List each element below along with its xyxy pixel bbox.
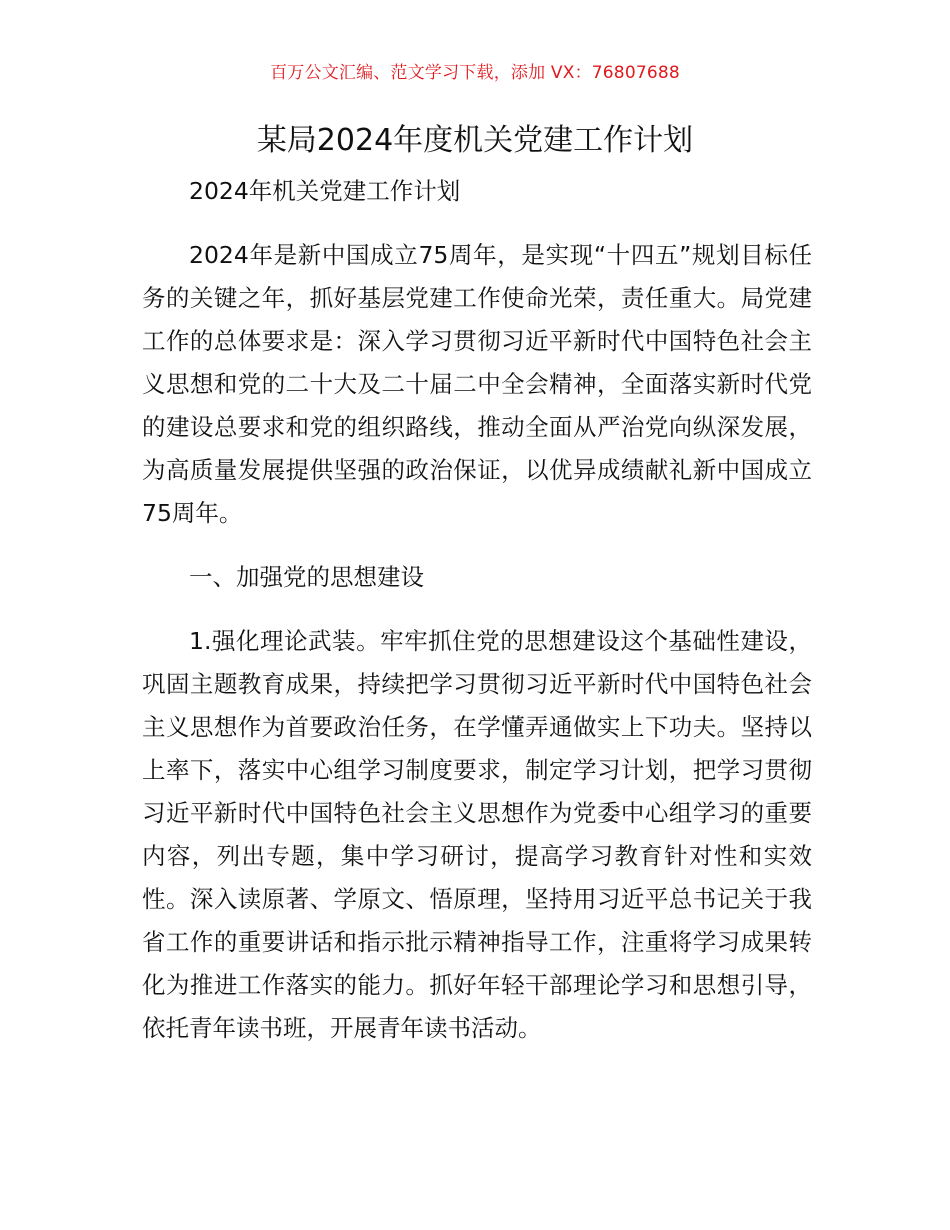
intro-paragraph: 2024年是新中国成立75周年，是实现“十四五”规划目标任务的关键之年，抓好基层党建工作使命光荣，责任重大。局党建工作的总体要求是：深入学习贯彻习近平新时代中国特色社会主义思想和党的二十大及二十届二中全会精神，全面落实新时代党的建设总要求和党的组织路线，推动全面从严治党向纵深发展，为高质量发展提供坚强的政治保证，以优异成绩献礼新中国成立75周年。: [142, 241, 812, 527]
section-heading: 一、加强党的思想建设: [189, 563, 424, 591]
subtitle-paragraph: 2024年机关党建工作计划: [189, 177, 461, 205]
document-body: [142, 170, 812, 1050]
watermark-header: 百万公文汇编、范文学习下载，添加 VX：76807688: [270, 63, 680, 83]
document-title: 某局2024年度机关党建工作计划: [256, 123, 694, 158]
section-paragraph: 1.强化理论武装。牢牢抓住党的思想建设这个基础性建设，巩固主题教育成果，持续把学习贯彻习近平新时代中国特色社会主义思想作为首要政治任务，在学懂弄通做实上下功夫。坚持以上率下，落实中心组学习制度要求，制定学习计划，把学习贯彻习近平新时代中国特色社会主义思想作为党委中心组学习的重要内容，列出专题，集中学习研讨，提高学习教育针对性和实效性。深入读原著、学原文、悟原理，坚持用习近平总书记关于我省工作的重要讲话和指示批示精神指导工作，注重将学习成果转化为推进工作落实的能力。抓好年轻干部理论学习和思想引导，依托青年读书班，开展青年读书活动。: [142, 627, 812, 1042]
